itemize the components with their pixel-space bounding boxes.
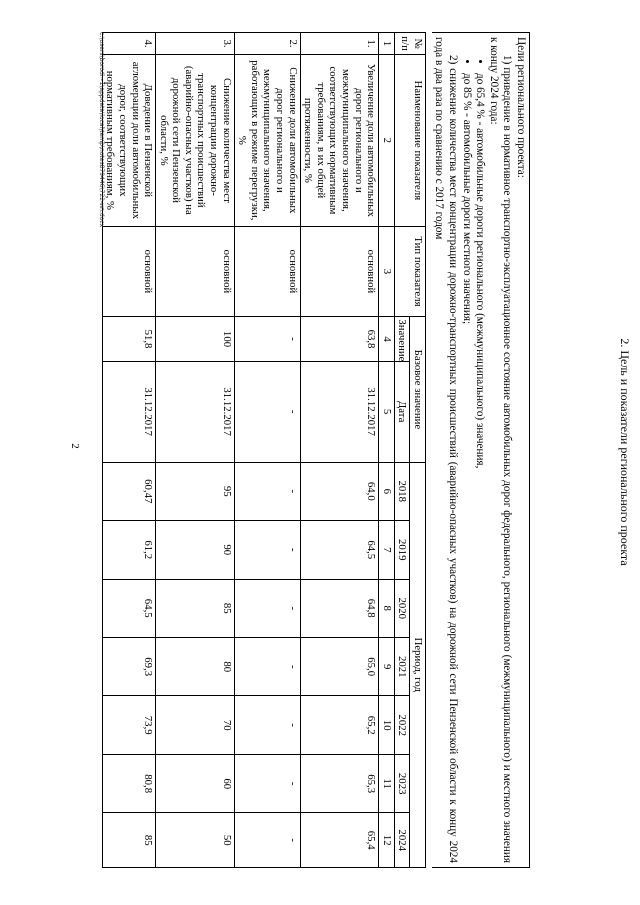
table-row: [300, 33, 379, 868]
row-year-value: 65,2: [300, 696, 379, 754]
file-path-footer: c:\users\borodi~1\appdata\local\temp\notes879446\722-ип.docx: [98, 32, 105, 228]
row-type: основной: [156, 226, 235, 317]
row-name: Снижение доли автомобильных дорог регионального и межмуниципального значения, работающих в режиме перегрузки, %: [234, 55, 300, 226]
row-name: Увеличение доли автомобильных дорог регионального и межмуниципального значения, соответствующих нормативным требованиям, в их общей протяженности, %: [300, 55, 379, 226]
header-name: Наименование показателя: [394, 55, 425, 226]
row-base-date: 31.12.2017: [102, 361, 155, 462]
header-period: Период, год: [410, 462, 426, 867]
row-year-value: 80,8: [102, 754, 155, 812]
row-year-value: 85: [156, 579, 235, 637]
row-name: Снижение количества мест концентрации дорожно-транспортных происшествий (аварийно-опасных участков) на дорожной сети Пензенской области, %: [156, 55, 235, 226]
row-year-value: -: [234, 638, 300, 696]
row-year-value: 73,9: [102, 696, 155, 754]
row-year-value: -: [234, 754, 300, 812]
row-num: 3.: [156, 33, 235, 55]
table-row: [156, 33, 235, 868]
row-year-value: 60: [156, 754, 235, 812]
row-type: основной: [102, 226, 155, 317]
row-base-date: 31.12.2017: [300, 361, 379, 462]
row-year-value: 60,47: [102, 462, 155, 520]
goal-2-text: 2) снижение количества мест концентрации дорожно-транспортных происшествий (аварийно-опасных участков) на дорожной сети Пензенской области к концу 2024 года в два раза по сравнению с 2017 годом: [433, 37, 460, 863]
row-base-value: -: [234, 317, 300, 361]
header-year: 2019: [394, 521, 410, 579]
header-row: [410, 33, 426, 868]
row-year-value: 64,0: [300, 462, 379, 520]
row-name: Доведение в Пензенской агломерации доли автомобильных дорог, соответствующих нормативным требованиям, %: [102, 55, 155, 226]
section-title: 2. Цель и показатели регионального проекта: [618, 338, 632, 566]
header-year: 2018: [394, 462, 410, 520]
row-year-value: -: [234, 813, 300, 868]
col-number: 5: [379, 361, 395, 462]
row-type: основной: [234, 226, 300, 317]
row-year-value: 64,5: [300, 521, 379, 579]
col-number: 4: [379, 317, 395, 361]
header-year: 2024: [394, 813, 410, 868]
row-year-value: 70: [156, 696, 235, 754]
col-number: 2: [379, 55, 395, 226]
col-number: 1: [379, 33, 395, 55]
indicators-table: [102, 32, 426, 868]
col-number: 6: [379, 462, 395, 520]
row-year-value: -: [234, 696, 300, 754]
goal-bullet: • до 85 % - автомобильные дороги местного значения;: [459, 73, 473, 863]
goal-1-bullets: [459, 37, 486, 863]
row-year-value: 95: [156, 462, 235, 520]
header-year: 2021: [394, 638, 410, 696]
row-base-date: -: [234, 361, 300, 462]
row-num: 1.: [300, 33, 379, 55]
row-year-value: 85: [102, 813, 155, 868]
row-year-value: 69,3: [102, 638, 155, 696]
col-number: 11: [379, 754, 395, 812]
header-base-date: Дата: [394, 361, 410, 462]
row-year-value: -: [234, 521, 300, 579]
row-year-value: 61,2: [102, 521, 155, 579]
row-type: основной: [300, 226, 379, 317]
row-year-value: 65,3: [300, 754, 379, 812]
header-year: 2023: [394, 754, 410, 812]
goals-heading: Цели регионального проекта:: [515, 37, 527, 178]
col-number: 8: [379, 579, 395, 637]
row-year-value: -: [234, 462, 300, 520]
table-row: [102, 33, 155, 868]
row-year-value: 80: [156, 638, 235, 696]
row-base-value: 100: [156, 317, 235, 361]
header-base-value: Значение: [394, 317, 410, 361]
goal-bullet: • до 65,4 % - автомобильные дороги регионального (межмуниципального) значения,: [473, 73, 487, 863]
project-goals-block: [432, 32, 530, 868]
column-number-row: [379, 33, 395, 868]
row-base-value: 63,8: [300, 317, 379, 361]
col-number: 7: [379, 521, 395, 579]
header-year: 2020: [394, 579, 410, 637]
row-num: 2.: [234, 33, 300, 55]
header-year: 2022: [394, 696, 410, 754]
row-year-value: 64,8: [300, 579, 379, 637]
header-base: Базовое значение: [410, 317, 426, 462]
page-number: 2: [68, 443, 81, 449]
row-num: 4.: [102, 33, 155, 55]
rotated-page-content: [92, 32, 640, 872]
row-year-value: 65,0: [300, 638, 379, 696]
col-number: 9: [379, 638, 395, 696]
row-year-value: -: [234, 579, 300, 637]
col-number: 3: [379, 226, 395, 317]
goal-1-text: 1) приведение в нормативное транспортно-эксплуатационное состояние автомобильных дорог федерального, регионального (межмуниципального) и местного значения к концу 2024 года:: [487, 37, 514, 863]
header-num: № п/п: [394, 33, 425, 55]
row-base-value: 51,8: [102, 317, 155, 361]
row-year-value: 50: [156, 813, 235, 868]
row-year-value: 64,5: [102, 579, 155, 637]
row-base-date: 31.12.2017: [156, 361, 235, 462]
row-year-value: 90: [156, 521, 235, 579]
col-number: 12: [379, 813, 395, 868]
col-number: 10: [379, 696, 395, 754]
table-row: [234, 33, 300, 868]
row-year-value: 65,4: [300, 813, 379, 868]
header-type: Тип показателя: [394, 226, 425, 317]
